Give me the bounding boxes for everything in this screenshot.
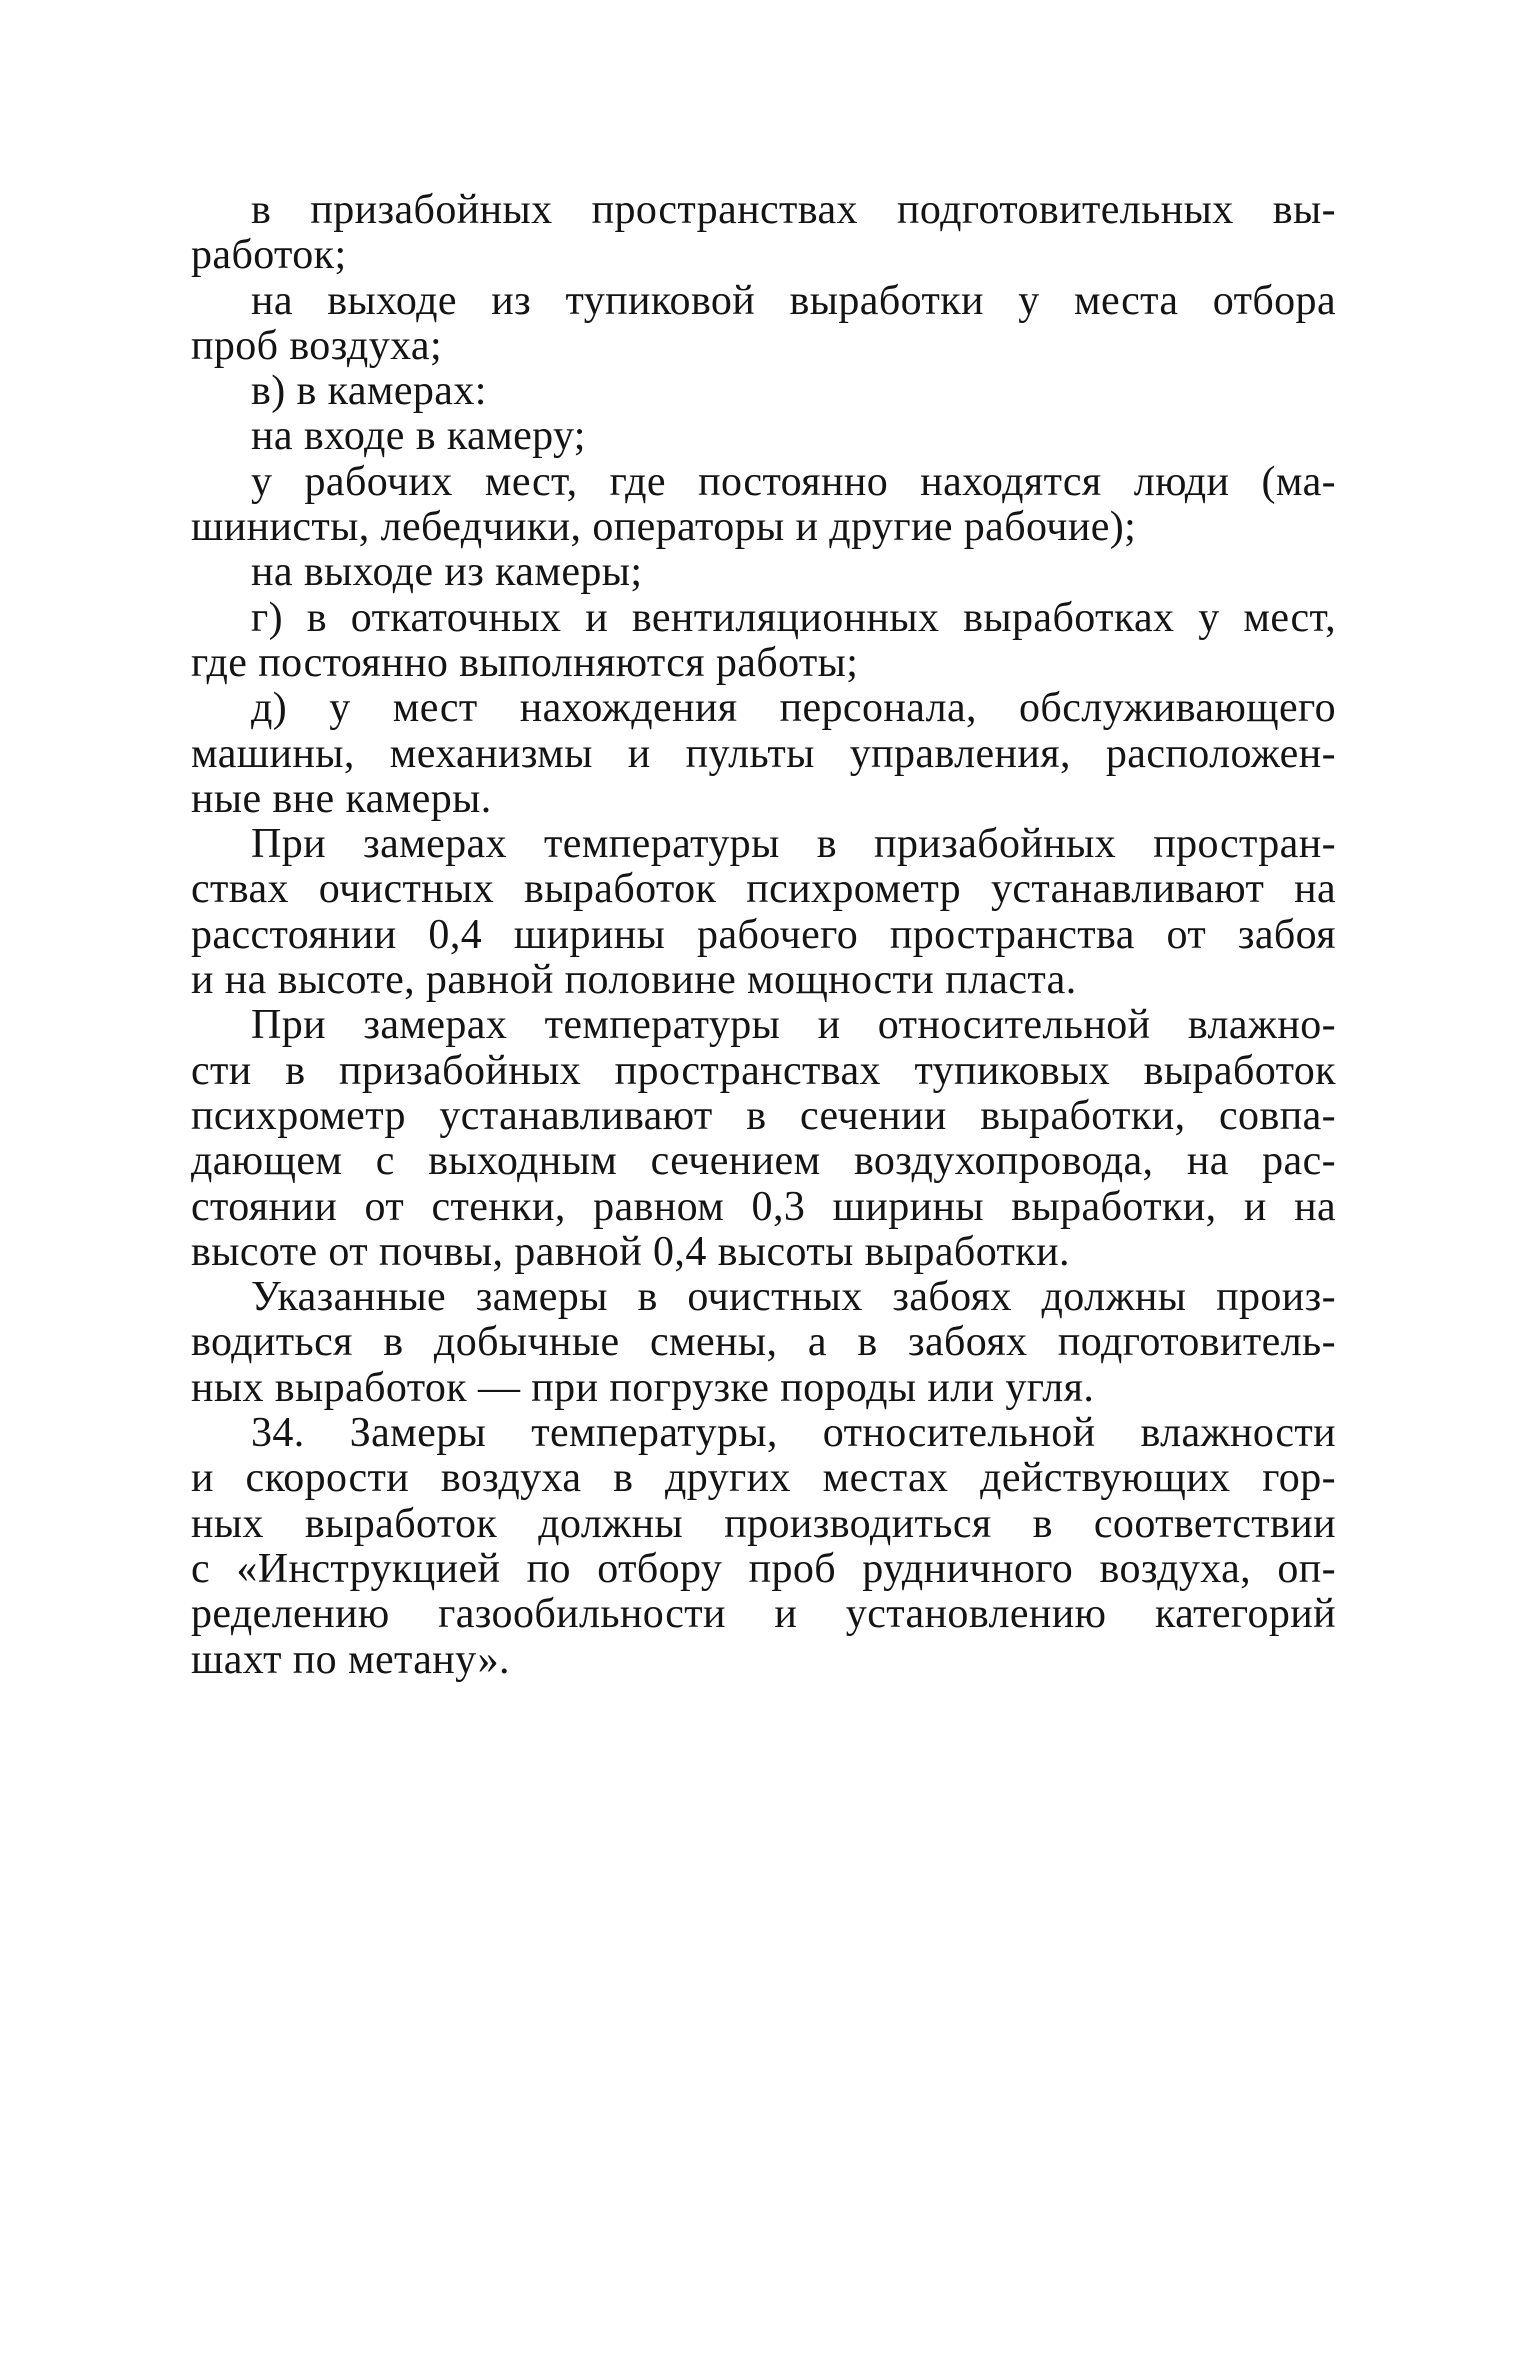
text-line: шахт по метану». xyxy=(191,1636,510,1683)
text-line: и скорости воздуха в других местах действующих гор- xyxy=(191,1455,1336,1502)
text-line: проб воздуха; xyxy=(191,322,443,369)
text-line: ствах очистных выработок психрометр устанавливают на xyxy=(191,866,1336,913)
text-line: При замерах температуры в призабойных простран- xyxy=(251,821,1336,868)
text-line: шинисты, лебедчики, операторы и другие рабочие); xyxy=(191,504,1137,551)
text-line: г) в откаточных и вентиляционных выработках у мест, xyxy=(251,594,1336,641)
text-line: расстоянии 0,4 ширины рабочего пространства от забоя xyxy=(191,911,1336,958)
text-line: Указанные замеры в очистных забоях должны произ- xyxy=(251,1274,1336,1321)
paragraph-shift-timing xyxy=(191,1275,1336,1411)
paragraph-item-d-personnel xyxy=(191,686,1336,822)
text-line: д) у мест нахождения персонала, обслуживающего xyxy=(251,685,1336,732)
text-line: сти в призабойных пространствах тупиковых выработок xyxy=(191,1047,1336,1094)
paragraph-dead-end-measurements xyxy=(191,1003,1336,1275)
paragraph-item-g-haulage xyxy=(191,596,1336,687)
text-line: и на высоте, равной половине мощности пласта. xyxy=(191,957,1077,1004)
text-line: ределению газообильности и установлению категорий xyxy=(191,1591,1336,1638)
paragraph-item-34 xyxy=(191,1411,1336,1683)
text-line: на выходе из тупиковой выработки у места отбора xyxy=(251,277,1336,324)
paragraph-dead-end-exit xyxy=(191,279,1336,370)
text-line: где постоянно выполняются работы; xyxy=(191,639,859,686)
paragraph-stope-measurements xyxy=(191,822,1336,1003)
text-line: машины, механизмы и пульты управления, расположен- xyxy=(191,730,1336,777)
text-line: ные вне камеры. xyxy=(191,775,492,822)
text-line: на выходе из камеры; xyxy=(251,549,643,596)
text-line: дающем с выходным сечением воздухопровода, на рас- xyxy=(191,1138,1336,1185)
text-line: психрометр устанавливают в сечении выработки, совпа- xyxy=(191,1092,1336,1139)
text-line: в) в камерах: xyxy=(251,368,487,415)
text-line: у рабочих мест, где постоянно находятся люди (ма- xyxy=(251,458,1336,505)
text-line: стоянии от стенки, равном 0,3 ширины выработки, и на xyxy=(191,1183,1336,1230)
paragraph-face-area-development xyxy=(191,188,1336,279)
text-line: 34. Замеры температуры, относительной влажности xyxy=(251,1410,1336,1457)
paragraph-chamber-exit xyxy=(191,550,1336,595)
paragraph-chamber-entrance xyxy=(191,414,1336,459)
text-line: ных выработок должны производиться в соответствии xyxy=(191,1500,1336,1547)
text-line: водиться в добычные смены, а в забоях подготовитель- xyxy=(191,1319,1336,1366)
paragraph-workplaces xyxy=(191,460,1336,551)
text-line: работок; xyxy=(191,232,347,279)
text-line: При замерах температуры и относительной влажно- xyxy=(251,1002,1336,1049)
text-line: высоте от почвы, равной 0,4 высоты выработки. xyxy=(191,1228,1070,1275)
text-line: ных выработок — при погрузке породы или угля. xyxy=(191,1364,1095,1411)
body-text xyxy=(191,188,1336,1683)
text-line: в призабойных пространствах подготовительных вы- xyxy=(251,187,1336,233)
paragraph-item-v-chambers xyxy=(191,369,1336,414)
text-line: на входе в камеру; xyxy=(251,413,586,460)
text-line: с «Инструкцией по отбору проб рудничного воздуха, оп- xyxy=(191,1545,1336,1592)
